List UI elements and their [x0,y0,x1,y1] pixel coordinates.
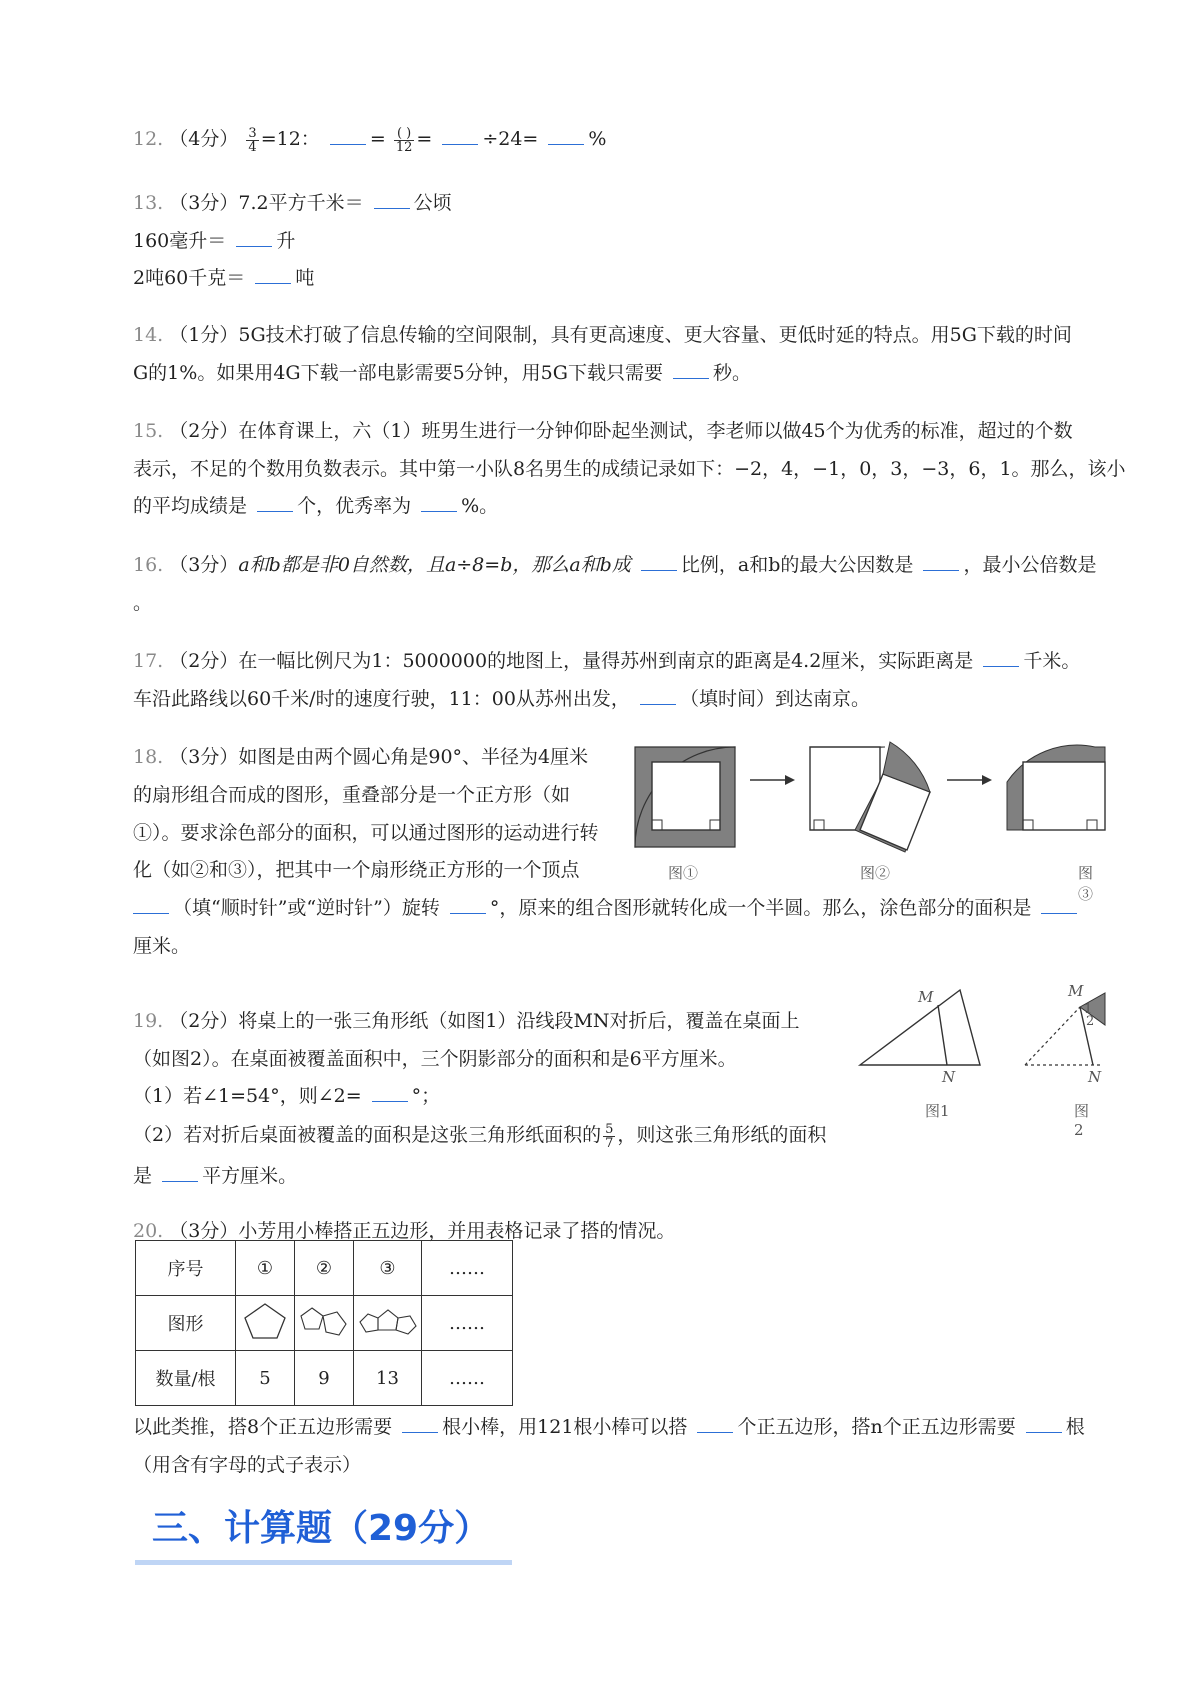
question-19-line3 [133,1083,440,1109]
question-text: 的扇形组合而成的图形，重叠部分是一个正方形（如 [133,784,571,806]
question-17 [133,648,1080,674]
fraction-5-7 [603,1123,615,1150]
question-text: 在一幅比例尺为1：5000000的地图上，量得苏州到南京的距离是4.2厘米，实际距离是 [238,650,974,672]
figure-1 [635,747,735,847]
q19-figures [855,985,1105,1095]
question-number: 17. [133,650,164,672]
pentagon-1-icon [242,1301,288,1341]
table-header: 图形 [136,1296,236,1351]
question-text: 厘米。 [133,935,191,957]
pentagon-table [135,1240,513,1406]
question-18-line4 [133,857,580,883]
table-row [136,1241,513,1296]
question-text: 小芳用小棒搭正五边形，并用表格记录了搭的情况。 [238,1220,676,1242]
answer-blank[interactable] [640,686,676,705]
question-number: 16. [133,554,164,576]
question-text: 的平均成绩是 [133,495,248,517]
question-text: 表示，不足的个数用负数表示。其中第一小队8名男生的成绩记录如下：−2，4，−1，0，3，−3，6，1。那么，该小 [133,458,1126,480]
question-text: 将桌上的一张三角形纸（如图1）沿线段MN对折后，覆盖在桌面上 [238,1010,800,1032]
frac-bottom: 12 [395,139,413,155]
question-17-line2 [133,686,870,712]
table-cell: …… [422,1351,513,1406]
table-row [136,1296,513,1351]
question-19-line5 [133,1163,297,1189]
question-19-line4 [133,1122,826,1150]
answer-blank[interactable] [330,126,366,145]
answer-blank[interactable] [450,895,486,914]
question-15-line3 [133,493,498,519]
question-18-line6 [133,933,190,959]
question-16-line2 [133,590,152,616]
question-19 [133,1008,800,1034]
frac-top: ( ) [394,127,415,141]
answer-blank[interactable] [923,552,959,571]
question-score: （3分） [169,746,239,768]
figure-caption-2: 图2 [1074,1102,1090,1139]
unit-text: 公顷 [413,192,452,214]
question-text: 化（如②和③），把其中一个扇形绕正方形的一个顶点 [133,859,580,881]
table-header: 序号 [136,1241,236,1296]
question-number: 12. [133,128,164,150]
question-text: 千米。 [1023,650,1081,672]
question-14-line2 [133,360,751,386]
unit-text: 吨 [295,267,315,289]
question-text: 个，优秀率为 [297,495,412,517]
answer-blank[interactable] [133,895,169,914]
question-score: （3分） [169,1220,239,1242]
question-text: 。 [133,592,153,614]
eq-text: = [369,128,386,150]
question-text: （填“顺时针”或“逆时针”）旋转 [173,897,440,919]
question-12 [133,126,606,154]
question-text: 7.2平方千米＝ [238,192,364,214]
question-14 [133,322,1072,348]
answer-blank[interactable] [236,228,272,247]
frac-bottom: 7 [605,1135,614,1151]
answer-blank[interactable] [673,360,709,379]
unit-text: 升 [276,230,296,252]
frac-top: 3 [248,125,257,141]
answer-blank[interactable] [255,265,291,284]
question-text: 2吨60千克＝ [133,267,246,289]
eq-text: ÷24= [482,128,539,150]
table-cell: 9 [295,1351,354,1406]
question-text: 车沿此路线以60千米/时的速度行驶，11：00从苏州出发， [133,688,630,710]
question-score: （4分） [169,128,239,150]
answer-blank[interactable] [374,190,410,209]
question-text: ，最小公倍数是 [963,554,1097,576]
question-13 [133,190,452,216]
question-text: 在体育课上，六（1）班男生进行一分钟仰卧起坐测试，李老师以做45个为优秀的标准，超过的个数 [238,420,1073,442]
question-text: ，则这张三角形纸的面积 [617,1124,827,1146]
fraction-blank-12 [394,127,415,154]
question-text: 如图是由两个圆心角是90°、半径为4厘米 [238,746,589,768]
table-cell: 5 [236,1351,295,1406]
table-header: 数量/根 [136,1351,236,1406]
figure-caption-2: 图② [860,864,891,882]
answer-blank[interactable] [442,126,478,145]
question-text: 根小棒，用121根小棒可以搭 [442,1416,688,1438]
table-cell: ② [295,1241,354,1296]
question-text: （2）若对折后桌面被覆盖的面积是这张三角形纸面积的 [133,1124,602,1146]
frac-top: 5 [605,1121,614,1137]
question-text: （填时间）到达南京。 [679,688,870,710]
question-text: 秒。 [713,362,752,384]
question-text: （1）若∠1=54°，则∠2= [133,1085,362,1107]
question-text: a和b都是非0自然数，且a÷8=b，那么a和b成 [238,554,631,576]
question-20-line2 [133,1414,1085,1440]
answer-blank[interactable] [257,493,293,512]
arrow-2 [947,775,992,785]
answer-blank[interactable] [641,552,677,571]
question-number: 18. [133,746,164,768]
answer-blank[interactable] [697,1414,733,1433]
question-text: G的1%。如果用4G下载一部电影需要5分钟，用5G下载只需要 [133,362,663,384]
question-score: （2分） [169,1010,239,1032]
question-text: °，原来的组合图形就转化成一个半圆。那么，涂色部分的面积是 [489,897,1032,919]
table-cell [354,1296,422,1351]
section-title: 三、计算题（29分） [152,1508,491,1549]
eq-text: % [588,128,607,150]
answer-blank[interactable] [548,126,584,145]
answer-blank[interactable] [1026,1414,1062,1433]
fraction-3-4 [246,127,258,154]
question-text: （如图2）。在桌面被覆盖面积中，三个阴影部分的面积和是6平方厘米。 [133,1048,737,1070]
question-score: （2分） [169,420,239,442]
table-cell [236,1296,295,1351]
question-text: 5G技术打破了信息传输的空间限制，具有更高速度、更大容量、更低时延的特点。用5G下载的时间 [238,324,1072,346]
eq-text: = [416,128,433,150]
triangle-figure-2 [1025,993,1105,1065]
question-score: （3分） [169,554,239,576]
answer-blank[interactable] [1041,895,1077,914]
question-score: （1分） [169,324,239,346]
question-text: （用含有字母的式子表示） [133,1454,362,1476]
answer-blank[interactable] [162,1163,198,1182]
question-13-line3 [133,265,314,291]
question-text: 根 [1065,1416,1085,1438]
label-N-1: N [942,1068,956,1086]
q18-figures [625,732,1105,872]
question-number: 20. [133,1220,164,1242]
question-13-line2 [133,228,295,254]
label-M-2: M [1068,982,1084,1000]
question-number: 15. [133,420,164,442]
question-text: 比例，a和b的最大公因数是 [680,554,914,576]
figure-2 [810,742,930,852]
arrow-1 [750,775,795,785]
table-row [136,1351,513,1406]
question-score: （3分） [169,192,239,214]
question-text: 160毫升＝ [133,230,227,252]
label-M-1: M [918,988,934,1006]
question-18-line5 [133,895,1081,921]
question-19-line2 [133,1046,737,1072]
question-18-line2 [133,782,570,808]
question-text: ①）。要求涂色部分的面积，可以通过图形的运动进行转 [133,822,599,844]
question-score: （2分） [169,650,239,672]
answer-blank[interactable] [421,493,457,512]
question-number: 14. [133,324,164,346]
table-cell [295,1296,354,1351]
label-N-2: N [1088,1068,1102,1086]
pentagon-2-icon [299,1304,349,1338]
question-16 [133,552,1096,578]
question-15-line2 [133,456,1126,482]
eq-text: =12： [260,128,320,150]
figure-caption-1: 图① [668,864,699,882]
question-number: 19. [133,1010,164,1032]
figure-caption-3: 图③ [1078,864,1094,903]
figure-caption-1: 图1 [925,1102,950,1120]
question-15 [133,418,1073,444]
answer-blank[interactable] [983,648,1019,667]
answer-blank[interactable] [372,1083,408,1102]
pentagon-3-icon [358,1304,418,1338]
question-18-line3 [133,820,599,846]
table-cell: ① [236,1241,295,1296]
question-text: 个正五边形，搭n个正五边形需要 [737,1416,1016,1438]
figure-3 [1007,745,1105,830]
table-cell: 13 [354,1351,422,1406]
frac-bottom: 4 [248,139,257,155]
question-20-line3 [133,1452,361,1478]
question-text: °； [411,1085,441,1107]
question-text: %。 [461,495,499,517]
angle-label-1: 1 [1084,1002,1093,1017]
question-text: 平方厘米。 [202,1165,298,1187]
table-cell: …… [422,1296,513,1351]
angle-label-2: 2 [1086,1014,1095,1029]
question-18 [133,744,588,770]
section-underline [135,1560,512,1565]
answer-blank[interactable] [402,1414,438,1433]
table-cell: …… [422,1241,513,1296]
question-text: 是 [133,1165,153,1187]
question-text: 以此类推，搭8个正五边形需要 [133,1416,393,1438]
table-cell: ③ [354,1241,422,1296]
question-number: 13. [133,192,164,214]
